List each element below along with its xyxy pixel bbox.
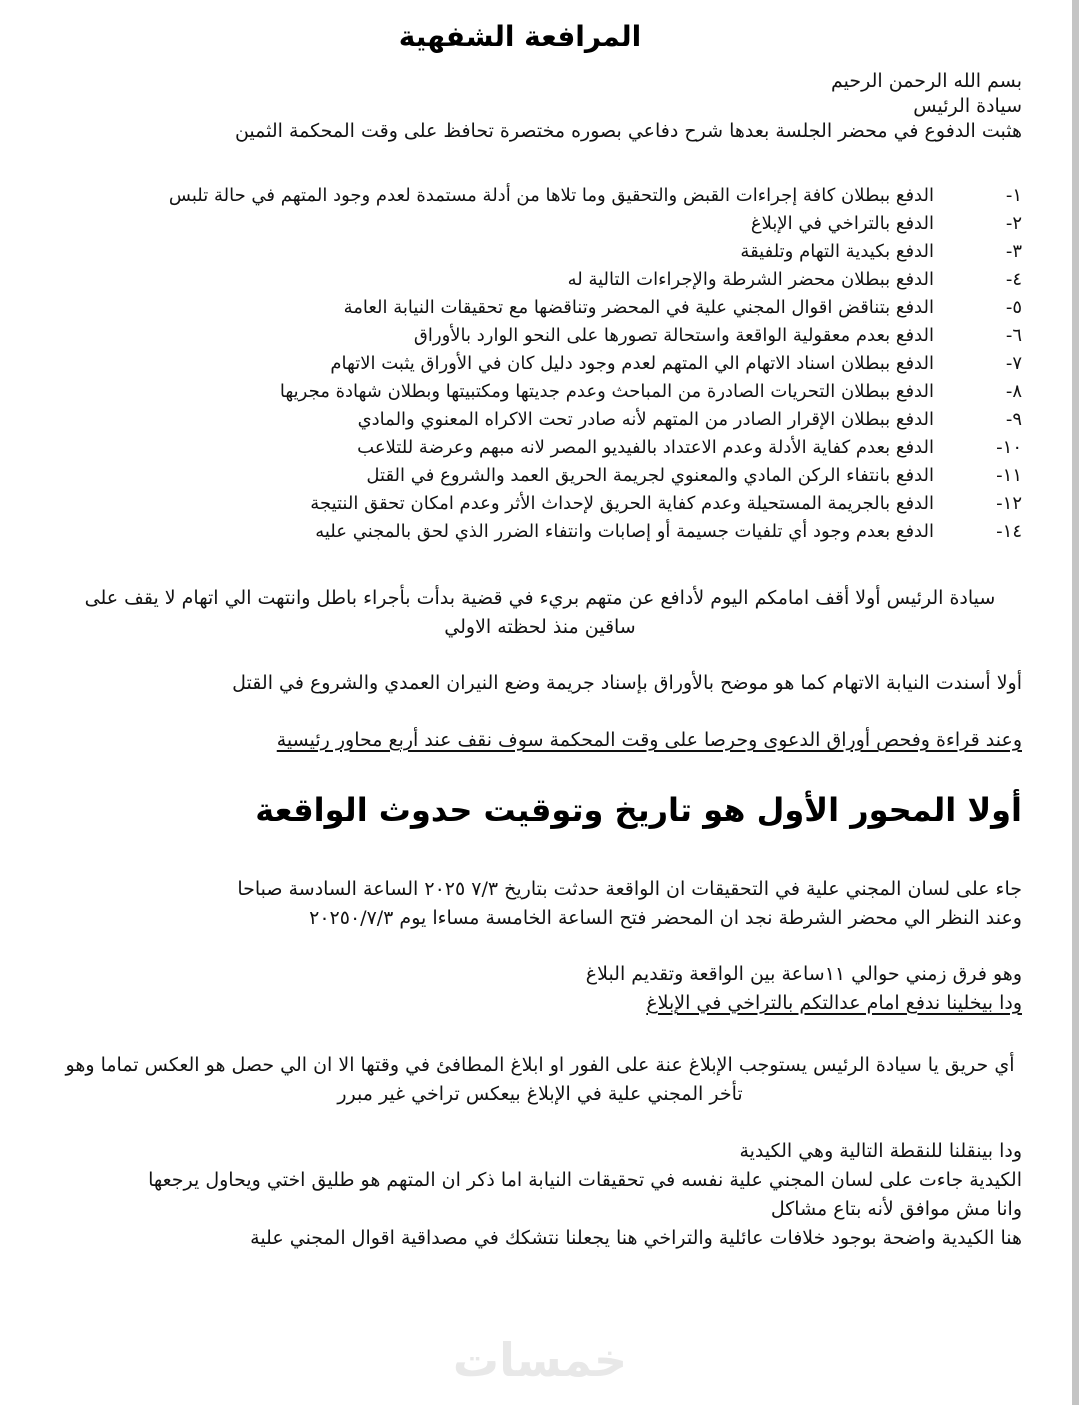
defense-item-number: ١٢- [996,493,1022,514]
defense-item-number: ١٠- [996,437,1022,458]
defense-item-text: الدفع ببطلان التحريات الصادرة من المباحث وعدم جديتها ومكتبيتها وبطلان شهادة مجريها [279,381,934,402]
defense-item [58,518,1022,546]
defense-item-number: ٨- [1005,381,1022,402]
paragraph-innocent-defendant: سيادة الرئيس أولا أقف امامكم اليوم لأدافع عن متهم بريء في قضية بدأت بأجراء باطل وانتهت الي اتهام لا يقف على ساقين منذ لحظته الاولي [84,587,996,638]
defense-item-text: الدفع بتناقض اقوال المجني علية في المحضر وتناقضها مع تحقيقات النيابة العامة [343,297,934,318]
defense-item [58,322,1022,350]
defense-item-text: الدفع بانتفاء الركن المادي والمعنوي لجريمة الحريق العمد والشروع في القتل [366,465,934,486]
defense-item [58,490,1022,518]
defense-item-text: الدفع ببطلان محضر الشرطة والإجراءات التالية له [567,269,934,290]
defense-item-number: ١١- [996,465,1022,486]
next-point-line: ودا بينقلنا للنقطة التالية وهي الكيدية [739,1140,1022,1162]
defense-item [58,406,1022,434]
paragraph-malice-block [58,1137,1022,1253]
defense-item-number: ٩- [1005,409,1022,430]
intro-block [58,69,1022,144]
defense-item-text: الدفع بكيدية التهام وتلفيقة [740,241,934,262]
defense-item-number: ٤- [1005,269,1022,290]
intro-line: هثبت الدفوع في محضر الجلسة بعدها شرح دفاعي بصوره مختصرة تحافظ على وقت المحكمة الثمين [234,120,1022,142]
police-report-line: وعند النظر الي محضر الشرطة نجد ان المحضر فتح الساعة الخامسة مساءا يوم ٢٠٢٥٠/٧/٣ [309,907,1022,929]
malice-line-1: الكيدية جاءت على لسان المجني علية نفسه في تحقيقات النيابة اما ذكر ان المتهم هو طليق اختي ويحاول يرجعها [148,1169,1022,1191]
defense-item [58,462,1022,490]
defense-list [58,182,1022,546]
watermark-khamsat: خمسات [452,1333,628,1387]
section-heading-first-axis: أولا المحور الأول هو تاريخ وتوقيت حدوث الواقعة [255,791,1022,829]
defense-item-text: الدفع بالجريمة المستحيلة وعدم كفاية الحريق لإحداث الأثر وعدم امكان تحقق النتيجة [310,493,934,514]
defense-item [58,238,1022,266]
defense-item [58,266,1022,294]
paragraph-four-axes: وعند قراءة وفحص أوراق الدعوى وحرصا على وقت المحكمة سوف نقف عند أربع محاور رئيسية [276,729,1022,751]
defense-item [58,350,1022,378]
defense-item-text: الدفع ببطلان كافة إجراءات القبض والتحقيق وما تلاها من أدلة مستمدة لعدم وجود المتهم في حالة تلبس [168,185,934,206]
defense-item [58,378,1022,406]
defense-item-text: الدفع بعدم معقولية الواقعة واستحالة تصورها على النحو الوارد بالأوراق [413,325,934,346]
paragraph-incident-time [58,875,1022,933]
address-line: سيادة الرئيس [913,95,1022,117]
defense-item-text: الدفع بعدم كفاية الأدلة وعدم الاعتداد بالفيديو المصر لانه مبهم وعرضة للتلاعب [357,437,934,458]
basmala-line: بسم الله الرحمن الرحيم [831,70,1022,92]
paragraph-accusation: أولا أسندت النيابة الاتهام كما هو موضح بالأوراق بإسناد جريمة وضع النيران العمدي والشروع في القتل [232,672,1022,694]
defense-item [58,210,1022,238]
paragraph-fire-reporting: أي حريق يا سيادة الرئيس يستوجب الإبلاغ عنة على الفور او ابلاغ المطافئ في وقتها الا ان الي حصل هو العكس تماما وهو تأخر المجني علية في الإبلاغ بيعكس تراخي غير مبرر [65,1054,1015,1105]
defense-item-number: ٣- [1005,241,1022,262]
malice-line-3: هنا الكيدية واضحة بوجود خلافات عائلية والتراخي هنا يجعلنا نتشكك في مصداقية اقوال المجني علية [250,1227,1022,1249]
defense-item-number: ٢- [1005,213,1022,234]
defense-item-text: الدفع ببطلان الإقرار الصادر من المتهم لأنه صادر تحت الاكراه المعنوي والمادي [357,409,934,430]
defense-item-number: ٦- [1005,325,1022,346]
defense-item-text: الدفع ببطلان اسناد الاتهام الي المتهم لعدم وجود دليل كان في الأوراق يثبت الاتهام [330,353,934,374]
paragraph-delay-plea: ودا بيخلينا ندفع امام عدالتكم بالتراخي في الإبلاغ [646,992,1022,1014]
page-edge-strip [1072,0,1079,1405]
defense-item-number: ٥- [1005,297,1022,318]
defense-item [58,434,1022,462]
defense-item [58,182,1022,210]
defense-item-text: الدفع بالتراخي في الإبلاغ [750,213,934,234]
incident-time-line: جاء على لسان المجني علية في التحقيقات ان الواقعة حدثت بتاريخ ٧/٣ ٢٠٢٥ الساعة السادسة صباحا [237,878,1022,900]
main-title: المرافعة الشفهية [398,20,642,53]
defense-item-text: الدفع بعدم وجود أي تلفيات جسيمة أو إصابات وانتفاء الضرر الذي لحق بالمجني عليه [315,521,934,542]
defense-item-number: ١٤- [996,521,1022,542]
paragraph-time-gap: وهو فرق زمني حوالي ١١ساعة بين الواقعة وتقديم البلاغ [585,963,1022,985]
defense-item [58,294,1022,322]
defense-item-number: ٧- [1005,353,1022,374]
defense-item-number: ١- [1005,185,1022,206]
malice-line-2: وانا مش موافق لأنه بتاع مشاكل [770,1198,1022,1220]
